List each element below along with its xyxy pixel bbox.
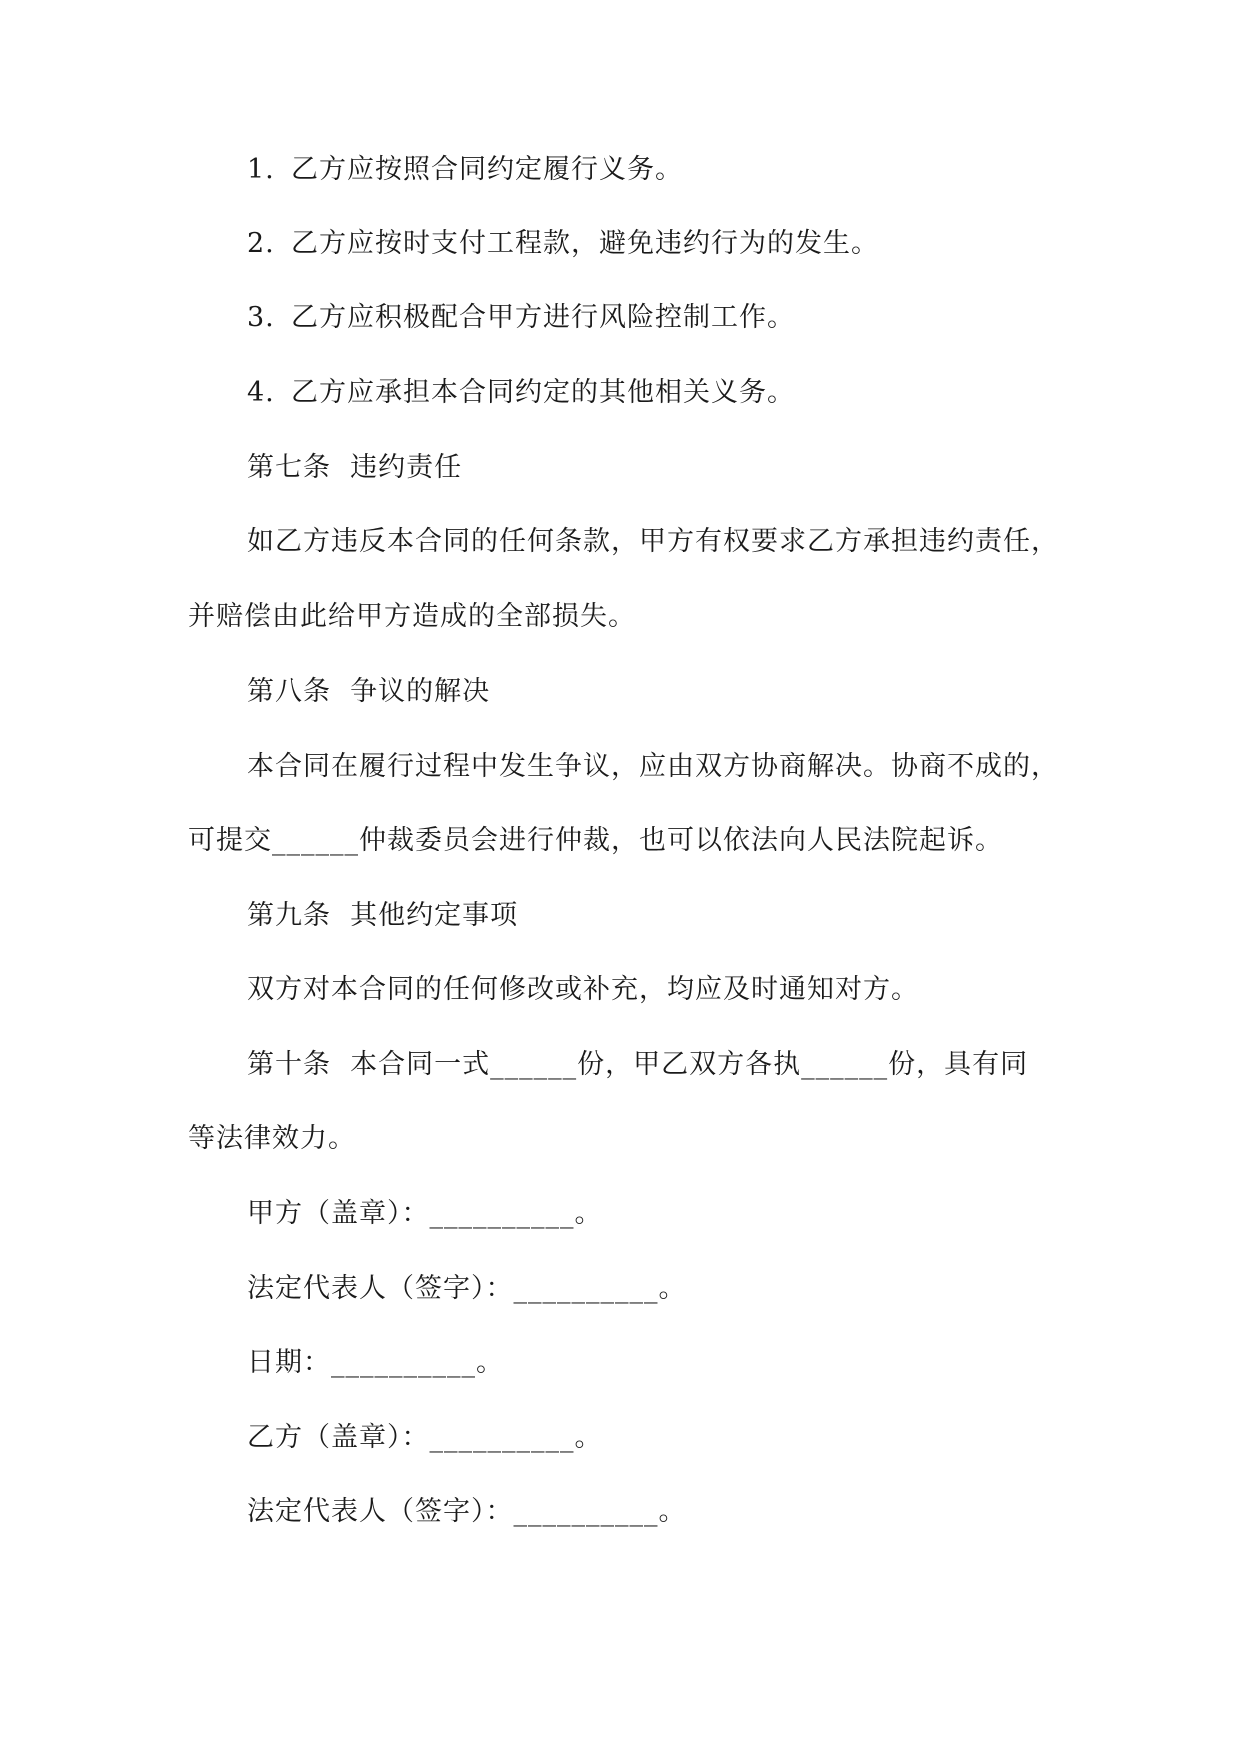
item-text: 乙方应按时支付工程款，避免违约行为的发生。 [291, 228, 879, 259]
article-10-line-2: 等法律效力。 [188, 1123, 356, 1154]
party-b-seal-field: 乙方（盖章）：__________。 [247, 1422, 603, 1453]
item-text: 乙方应按照合同约定履行义务。 [291, 154, 683, 185]
obligation-item-4 [247, 373, 1127, 413]
obligation-item-1 [247, 150, 1127, 190]
obligation-item-2 [247, 224, 1127, 264]
date-field: 日期：__________。 [247, 1347, 504, 1378]
item-number: 4. [247, 377, 275, 408]
party-a-representative-field: 法定代表人（签字）：__________。 [247, 1273, 687, 1304]
article-7-heading: 第七条 违约责任 [247, 452, 463, 483]
article-8-paragraph-line-1: 本合同在履行过程中发生争议，应由双方协商解决。协商不成的， [247, 751, 1059, 782]
party-a-seal-field: 甲方（盖章）：__________。 [247, 1198, 603, 1229]
article-9-heading: 第九条 其他约定事项 [247, 900, 519, 931]
item-number: 2. [247, 228, 275, 259]
article-7-paragraph-line-2: 并赔偿由此给甲方造成的全部损失。 [188, 601, 636, 632]
obligation-item-3 [247, 298, 1127, 338]
article-8-paragraph-line-2: 可提交______仲裁委员会进行仲裁，也可以依法向人民法院起诉。 [188, 825, 1003, 856]
item-text: 乙方应积极配合甲方进行风险控制工作。 [291, 302, 795, 333]
article-9-paragraph: 双方对本合同的任何修改或补充，均应及时通知对方。 [247, 974, 919, 1005]
article-8-heading: 第八条 争议的解决 [247, 676, 491, 707]
item-number: 3. [247, 302, 275, 333]
item-text: 乙方应承担本合同约定的其他相关义务。 [291, 377, 795, 408]
party-b-representative-field: 法定代表人（签字）：__________。 [247, 1496, 687, 1527]
article-10-line-1: 第十条 本合同一式______份，甲乙双方各执______份，具有同 [247, 1049, 1029, 1080]
item-number: 1. [247, 154, 275, 185]
article-7-paragraph-line-1: 如乙方违反本合同的任何条款，甲方有权要求乙方承担违约责任， [247, 526, 1059, 557]
